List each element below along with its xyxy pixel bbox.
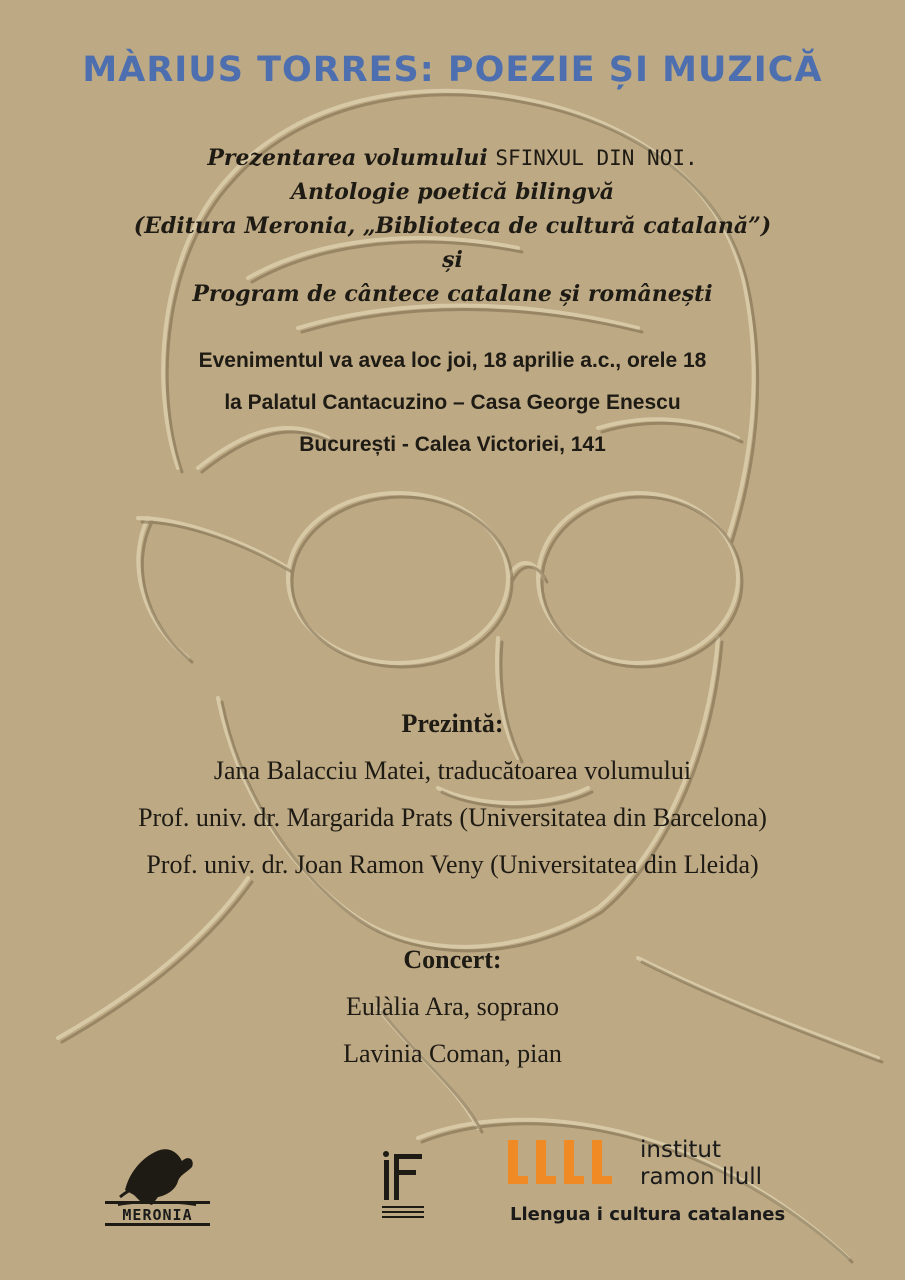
intro-line-4: și: [442, 247, 463, 273]
llull-name-line1: institut: [640, 1137, 721, 1163]
llull-mark-icon: [508, 1140, 628, 1192]
presenter-item: Prof. univ. dr. Margarida Prats (Universitatea din Barcelona): [138, 803, 767, 832]
event-details: [0, 340, 905, 466]
presenter-item: Jana Balacciu Matei, traducătoarea volumului: [213, 756, 692, 785]
concert-item: Eulàlia Ara, soprano: [346, 992, 559, 1021]
event-venue: la Palatul Cantacuzino – Casa George Enescu: [224, 391, 681, 414]
event-date: Evenimentul va avea loc joi, 18 aprilie a.c., orele 18: [198, 349, 707, 372]
intro-line-2: Antologie poetică bilingvă: [290, 179, 615, 205]
meronia-logo-text: MERONIA: [122, 1206, 193, 1224]
presenters-block: [0, 700, 905, 888]
intro-block: [0, 141, 905, 311]
meronia-logo: [100, 1135, 215, 1230]
llull-logo: [508, 1138, 808, 1233]
poster-title: MÀRIUS TORRES: POEZIE ȘI MUZICĂ: [82, 50, 823, 90]
intro-line-3: (Editura Meronia, „Biblioteca de cultură catalană”): [133, 213, 772, 239]
book-title: SFINXUL DIN NOI.: [495, 146, 698, 170]
presenter-item: Prof. univ. dr. Joan Ramon Veny (Universitatea din Lleida): [146, 850, 759, 879]
intro-line-1: [0, 141, 905, 175]
inmc-logo: [376, 1150, 431, 1225]
concert-item: Lavinia Coman, pian: [343, 1039, 562, 1068]
inmc-icon: [376, 1150, 431, 1225]
concert-heading: Concert:: [403, 945, 502, 974]
event-address: București - Calea Victoriei, 141: [299, 433, 606, 456]
llull-tagline: Llengua i cultura catalanes: [510, 1204, 786, 1225]
presenters-heading: Prezintă:: [401, 709, 504, 738]
intro-prefix: Prezentarea volumului: [207, 145, 496, 171]
concert-block: [0, 936, 905, 1077]
llull-name-line2: ramon llull: [640, 1164, 763, 1190]
intro-line-5: Program de cântece catalane și românești: [192, 281, 713, 307]
